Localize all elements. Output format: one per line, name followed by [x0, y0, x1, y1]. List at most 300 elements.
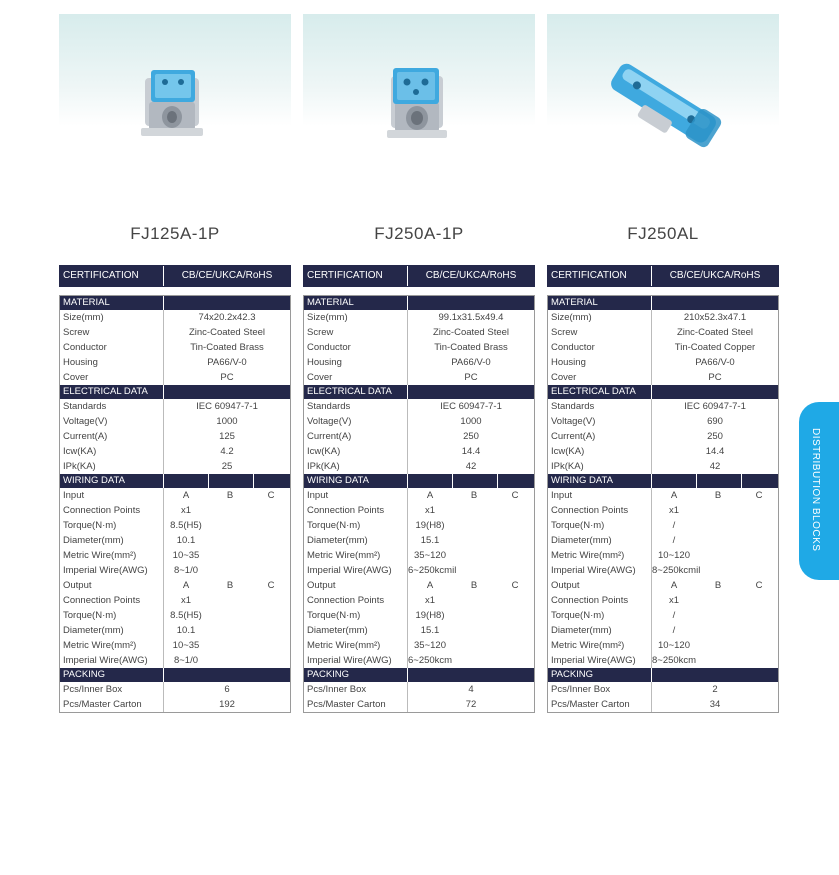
spec-value-a: 15.1: [420, 625, 440, 636]
spec-value-a: /: [672, 610, 676, 621]
spec-label: Voltage(V): [304, 414, 408, 429]
spec-row: [304, 608, 534, 623]
spec-value-b: [208, 563, 252, 578]
packing-section-header: [548, 668, 778, 682]
spec-row: [304, 325, 534, 340]
spec-value-c: [496, 503, 534, 518]
spec-row: [60, 310, 290, 325]
spec-row: [60, 578, 290, 593]
spec-label: Input: [60, 488, 164, 503]
spec-label: Size(mm): [548, 310, 652, 325]
spec-value-b: [696, 548, 740, 563]
spec-label: Torque(N·m): [60, 518, 164, 533]
header-cell: [408, 474, 453, 488]
spec-label: Connection Points: [304, 503, 408, 518]
spec-value-b: B: [226, 490, 234, 501]
spec-value-b: [452, 608, 496, 623]
spec-value: 74x20.2x42.3: [198, 312, 256, 323]
spec-value-b: [696, 608, 740, 623]
spec-row: [60, 548, 290, 563]
spec-row: [548, 623, 778, 638]
electrical-section-header: [60, 385, 290, 399]
spec-value: 2: [712, 684, 718, 695]
spec-row: [60, 340, 290, 355]
spec-value-c: C: [267, 490, 275, 501]
spec-value-c: C: [755, 490, 763, 501]
spec-value-b: [452, 548, 496, 563]
spec-value-b: [452, 518, 496, 533]
spec-value: Zinc-Coated Steel: [188, 327, 266, 338]
spec-row: [548, 653, 778, 668]
spec-row: [60, 355, 290, 370]
spec-row: [60, 608, 290, 623]
material-section-header: [60, 296, 290, 310]
distribution-block-medium-image: [303, 14, 535, 174]
spec-value-a: 8.5(H5): [170, 610, 202, 621]
certification-row: [303, 265, 535, 287]
spec-value-a: x1: [424, 505, 436, 516]
header-cell: [697, 474, 742, 488]
spec-table: [59, 295, 291, 713]
spec-label: Cover: [304, 370, 408, 385]
spec-value-a: A: [182, 580, 190, 591]
spec-row: [304, 697, 534, 712]
spec-value: 1000: [460, 416, 482, 427]
spec-row: [548, 503, 778, 518]
spec-row: [304, 444, 534, 459]
distribution-block-long-image: [547, 14, 779, 174]
spec-value-a: 8~1/0: [173, 655, 199, 666]
spec-value-a: 6~250kcm: [408, 655, 453, 666]
spec-value: 14.4: [461, 446, 481, 457]
spec-value: PC: [708, 372, 722, 383]
spec-value-b: [452, 653, 496, 668]
spec-value: Tin-Coated Copper: [674, 342, 756, 353]
spec-value: 99.1x31.5x49.4: [438, 312, 504, 323]
spec-value-a: A: [182, 490, 190, 501]
spec-row: [60, 399, 290, 414]
spec-label: Pcs/Inner Box: [60, 682, 164, 697]
spec-label: Connection Points: [548, 503, 652, 518]
spec-value: PA66/V-0: [207, 357, 247, 368]
spec-row: [60, 370, 290, 385]
spec-value-a: 8~250kcmil: [652, 565, 701, 576]
section-title: WIRING DATA: [548, 474, 652, 488]
spec-row: [60, 488, 290, 503]
spec-label: Metric Wire(mm²): [304, 638, 408, 653]
packing-section-header: [304, 668, 534, 682]
section-title: WIRING DATA: [304, 474, 408, 488]
spec-label: Pcs/Master Carton: [60, 697, 164, 712]
spec-row: [548, 563, 778, 578]
spec-value-a: 35~120: [414, 640, 446, 651]
spec-label: Imperial Wire(AWG): [304, 653, 408, 668]
spec-row: [548, 325, 778, 340]
spec-value-c: [496, 593, 534, 608]
spec-row: [304, 548, 534, 563]
distribution-block-small-image: [59, 14, 291, 174]
spec-label: Housing: [548, 355, 652, 370]
spec-label: Cover: [60, 370, 164, 385]
spec-row: [548, 414, 778, 429]
spec-label: Connection Points: [60, 503, 164, 518]
spec-value-b: [696, 593, 740, 608]
spec-sheet-1: [59, 265, 291, 713]
spec-value-b: [452, 623, 496, 638]
spec-value-c: [496, 638, 534, 653]
spec-value-c: [496, 533, 534, 548]
spec-row: [304, 414, 534, 429]
spec-label: Torque(N·m): [548, 608, 652, 623]
spec-value: 4: [468, 684, 474, 695]
certification-label: CERTIFICATION: [548, 266, 652, 286]
spec-row: [60, 682, 290, 697]
spec-label: Conductor: [548, 340, 652, 355]
product-photo-1: [59, 14, 291, 174]
spec-value-b: [452, 563, 496, 578]
spec-value-b: [452, 533, 496, 548]
spec-value-b: [208, 548, 252, 563]
spec-label: Imperial Wire(AWG): [548, 653, 652, 668]
spec-row: [60, 653, 290, 668]
spec-sheet-2: [303, 265, 535, 713]
spec-value-b: [696, 638, 740, 653]
certification-row: [547, 265, 779, 287]
spec-value-b: [208, 533, 252, 548]
section-title: WIRING DATA: [60, 474, 164, 488]
spec-label: Diameter(mm): [60, 533, 164, 548]
spec-value-b: B: [714, 490, 722, 501]
header-cell: [164, 474, 209, 488]
spec-label: Torque(N·m): [304, 518, 408, 533]
spec-row: [548, 518, 778, 533]
spec-row: [304, 533, 534, 548]
product-photo-2: [303, 14, 535, 174]
spec-label: Metric Wire(mm²): [304, 548, 408, 563]
spec-row: [304, 310, 534, 325]
spec-value: IEC 60947-7-1: [684, 401, 746, 412]
spec-value-a: 10~35: [172, 640, 200, 651]
spec-label: Metric Wire(mm²): [60, 638, 164, 653]
spec-row: [304, 578, 534, 593]
spec-value: Zinc-Coated Steel: [676, 327, 754, 338]
spec-value-c: [496, 623, 534, 638]
spec-value-c: [740, 653, 778, 668]
spec-label: Conductor: [304, 340, 408, 355]
header-cell: [652, 474, 697, 488]
spec-row: [548, 548, 778, 563]
section-title: PACKING: [548, 668, 652, 682]
spec-value: Tin-Coated Brass: [190, 342, 264, 353]
spec-value-c: [740, 548, 778, 563]
model-name: FJ250A-1P: [374, 224, 464, 243]
spec-value-c: C: [511, 580, 519, 591]
spec-row: [548, 340, 778, 355]
spec-row: [60, 414, 290, 429]
spec-value-c: [496, 563, 534, 578]
spec-row: [60, 503, 290, 518]
section-title: ELECTRICAL DATA: [60, 385, 164, 399]
spec-value-a: /: [672, 625, 676, 636]
spec-row: [304, 638, 534, 653]
spec-row: [60, 459, 290, 474]
spec-label: IPk(KA): [548, 459, 652, 474]
spec-row: [60, 593, 290, 608]
spec-value-c: [740, 608, 778, 623]
spec-label: Output: [548, 578, 652, 593]
spec-value-a: 15.1: [420, 535, 440, 546]
spec-value-b: [208, 608, 252, 623]
spec-row: [304, 429, 534, 444]
spec-value-b: [696, 563, 740, 578]
spec-value-b: B: [470, 580, 478, 591]
spec-value-b: B: [470, 490, 478, 501]
spec-value-a: /: [672, 535, 676, 546]
wiring-section-header: [60, 474, 290, 488]
section-title: PACKING: [60, 668, 164, 682]
spec-value: Zinc-Coated Steel: [432, 327, 510, 338]
spec-value: 210x52.3x47.1: [683, 312, 747, 323]
spec-value: Tin-Coated Brass: [434, 342, 508, 353]
spec-label: Icw(KA): [304, 444, 408, 459]
spec-value-a: x1: [424, 595, 436, 606]
spec-row: [548, 310, 778, 325]
spec-value-c: C: [755, 580, 763, 591]
spec-value-a: 8~1/0: [173, 565, 199, 576]
spec-value-c: [740, 533, 778, 548]
material-section-header: [304, 296, 534, 310]
spec-value: 4.2: [220, 446, 234, 457]
spec-row: [60, 444, 290, 459]
spec-value-b: [208, 518, 252, 533]
section-title: ELECTRICAL DATA: [548, 385, 652, 399]
spec-label: Torque(N·m): [60, 608, 164, 623]
spec-value-a: 10~120: [658, 640, 690, 651]
spec-value: 250: [707, 431, 723, 442]
header-cell: [453, 474, 498, 488]
spec-label: Metric Wire(mm²): [548, 548, 652, 563]
spec-value-a: 8~250kcm: [652, 655, 697, 666]
spec-table: [547, 295, 779, 713]
spec-value-b: [696, 503, 740, 518]
section-title: MATERIAL: [304, 296, 408, 310]
spec-value: 25: [221, 461, 233, 472]
spec-row: [548, 444, 778, 459]
wiring-section-header: [548, 474, 778, 488]
spec-label: IPk(KA): [304, 459, 408, 474]
spec-value-b: [208, 638, 252, 653]
spec-value-a: A: [670, 490, 678, 501]
spec-value-c: [252, 563, 290, 578]
spec-label: Current(A): [304, 429, 408, 444]
spec-value: 690: [707, 416, 723, 427]
spec-value-b: [452, 593, 496, 608]
spec-value: 34: [709, 699, 721, 710]
spec-value-b: [208, 593, 252, 608]
spec-value-c: [252, 608, 290, 623]
spec-row: [548, 533, 778, 548]
spec-row: [548, 578, 778, 593]
section-title: PACKING: [304, 668, 408, 682]
spec-row: [304, 623, 534, 638]
spec-row: [548, 593, 778, 608]
spec-value-c: C: [267, 580, 275, 591]
spec-value-c: [252, 638, 290, 653]
spec-label: Voltage(V): [548, 414, 652, 429]
spec-value-b: [452, 503, 496, 518]
spec-row: [60, 429, 290, 444]
spec-value-c: [740, 563, 778, 578]
spec-value-c: [496, 608, 534, 623]
spec-value-c: [252, 653, 290, 668]
spec-value: IEC 60947-7-1: [196, 401, 258, 412]
spec-label: Torque(N·m): [548, 518, 652, 533]
spec-row: [60, 623, 290, 638]
spec-value-a: A: [426, 580, 434, 591]
spec-label: Screw: [548, 325, 652, 340]
spec-row: [60, 563, 290, 578]
spec-row: [304, 593, 534, 608]
spec-value: PC: [464, 372, 478, 383]
spec-label: Pcs/Inner Box: [548, 682, 652, 697]
spec-value-a: 6~250kcmil: [408, 565, 457, 576]
spec-value: PC: [220, 372, 234, 383]
distribution-blocks-tab[interactable]: [799, 402, 839, 580]
spec-label: Diameter(mm): [304, 533, 408, 548]
spec-label: Current(A): [548, 429, 652, 444]
spec-table: [303, 295, 535, 713]
spec-label: Cover: [548, 370, 652, 385]
spec-label: Current(A): [60, 429, 164, 444]
spec-label: Icw(KA): [548, 444, 652, 459]
spec-value-c: [740, 503, 778, 518]
spec-label: Screw: [60, 325, 164, 340]
spec-label: Imperial Wire(AWG): [60, 563, 164, 578]
spec-row: [60, 533, 290, 548]
spec-label: Pcs/Master Carton: [304, 697, 408, 712]
spec-row: [60, 518, 290, 533]
spec-row: [548, 682, 778, 697]
spec-value-c: [252, 548, 290, 563]
spec-row: [548, 697, 778, 712]
product-photo-3: [547, 14, 779, 174]
spec-row: [548, 459, 778, 474]
electrical-section-header: [548, 385, 778, 399]
spec-value-c: [252, 533, 290, 548]
spec-label: Input: [548, 488, 652, 503]
spec-value: 250: [463, 431, 479, 442]
spec-row: [548, 638, 778, 653]
spec-label: Conductor: [60, 340, 164, 355]
spec-value-c: [740, 623, 778, 638]
spec-value-b: [452, 638, 496, 653]
spec-label: Connection Points: [548, 593, 652, 608]
packing-section-header: [60, 668, 290, 682]
spec-label: Standards: [60, 399, 164, 414]
spec-value: 42: [465, 461, 477, 472]
spec-value-c: [740, 638, 778, 653]
section-title: MATERIAL: [548, 296, 652, 310]
section-title: ELECTRICAL DATA: [304, 385, 408, 399]
spec-label: Icw(KA): [60, 444, 164, 459]
spec-value: 6: [224, 684, 230, 695]
spec-label: Imperial Wire(AWG): [304, 563, 408, 578]
spec-row: [304, 503, 534, 518]
spec-row: [60, 697, 290, 712]
spec-value-c: [740, 593, 778, 608]
spec-value-c: C: [511, 490, 519, 501]
spec-value: IEC 60947-7-1: [440, 401, 502, 412]
spec-value-a: 19(H8): [415, 520, 445, 531]
spec-value: 42: [709, 461, 721, 472]
spec-label: Screw: [304, 325, 408, 340]
spec-row: [548, 429, 778, 444]
spec-value-b: [208, 503, 252, 518]
spec-value-c: [252, 623, 290, 638]
spec-row: [548, 399, 778, 414]
spec-label: Pcs/Master Carton: [548, 697, 652, 712]
spec-value-a: x1: [180, 595, 192, 606]
spec-value: 1000: [216, 416, 238, 427]
spec-value: 14.4: [705, 446, 725, 457]
spec-row: [304, 682, 534, 697]
spec-label: Housing: [304, 355, 408, 370]
spec-label: Diameter(mm): [60, 623, 164, 638]
spec-label: Size(mm): [60, 310, 164, 325]
spec-value-c: [496, 518, 534, 533]
spec-row: [548, 488, 778, 503]
spec-value: PA66/V-0: [451, 357, 491, 368]
spec-label: Imperial Wire(AWG): [548, 563, 652, 578]
spec-label: Diameter(mm): [548, 533, 652, 548]
spec-value-c: [496, 548, 534, 563]
spec-row: [304, 563, 534, 578]
electrical-section-header: [304, 385, 534, 399]
spec-row: [548, 608, 778, 623]
spec-row: [304, 488, 534, 503]
spec-row: [304, 370, 534, 385]
spec-value-a: A: [670, 580, 678, 591]
spec-value-b: [696, 518, 740, 533]
spec-value-a: 19(H8): [415, 610, 445, 621]
certification-label: CERTIFICATION: [304, 266, 408, 286]
tab-label: DISTRIBUTION BLOCKS: [810, 428, 821, 552]
spec-row: [60, 325, 290, 340]
spec-row: [304, 459, 534, 474]
certification-value: CB/CE/UKCA/RoHS: [425, 270, 517, 281]
header-cell: [209, 474, 254, 488]
spec-value-a: A: [426, 490, 434, 501]
spec-label: Output: [60, 578, 164, 593]
spec-value-b: [696, 653, 740, 668]
spec-label: Size(mm): [304, 310, 408, 325]
spec-value-b: [208, 623, 252, 638]
spec-label: IPk(KA): [60, 459, 164, 474]
wiring-section-header: [304, 474, 534, 488]
spec-value-a: /: [672, 520, 676, 531]
spec-value-a: x1: [180, 505, 192, 516]
spec-label: Voltage(V): [60, 414, 164, 429]
spec-row: [60, 638, 290, 653]
spec-value-b: B: [714, 580, 722, 591]
spec-value-a: 10~35: [172, 550, 200, 561]
spec-value: 72: [465, 699, 477, 710]
certification-value: CB/CE/UKCA/RoHS: [669, 270, 761, 281]
spec-value-c: [252, 503, 290, 518]
spec-value-a: x1: [668, 505, 680, 516]
spec-label: Torque(N·m): [304, 608, 408, 623]
spec-sheet-3: [547, 265, 779, 713]
